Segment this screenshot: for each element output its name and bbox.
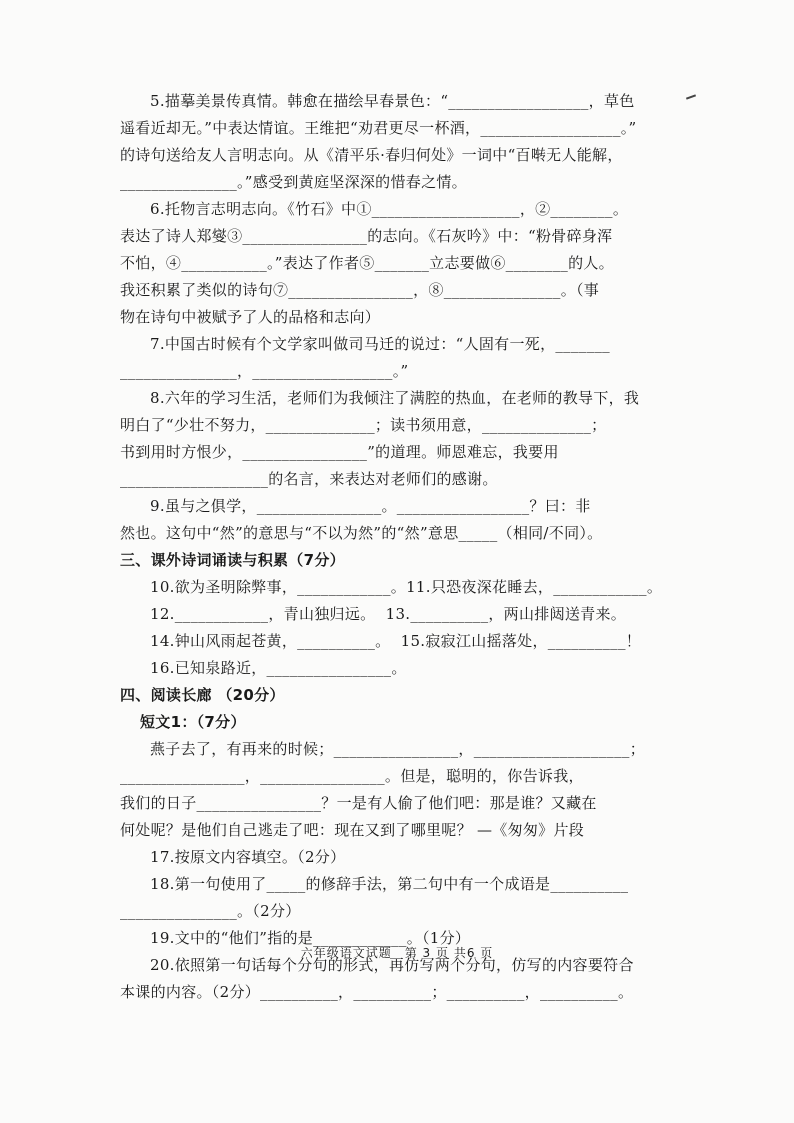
q16-row <box>120 655 680 682</box>
q6-line-4: 我还积累了类似的诗句⑦________________，⑧_______________。（事 <box>120 281 600 299</box>
q14: 14.钟山风雨起苍黄，__________。 <box>150 632 391 650</box>
q12-q13-row <box>120 601 680 628</box>
q5-line-3: 的诗句送给友人言明志向。从《清平乐·春归何处》一词中“百啭无人能解， <box>120 146 623 164</box>
exam-content <box>120 88 680 1006</box>
q13: 13.__________，两山排闼送青来。 <box>385 605 627 623</box>
q8-line-4: ___________________的名言，来表达对老师们的感谢。 <box>120 470 498 488</box>
passage-line-2: ________________，________________。但是，聪明的，你告诉我， <box>120 767 584 785</box>
q6-line-1: 6.托物言志明志向。《竹石》中①___________________，②________。 <box>150 200 629 218</box>
q11: 11.只恐夜深花睡去，____________。 <box>406 578 663 596</box>
q6-line-2: 表达了诗人郑燮③________________的志向。《石灰吟》中：“粉骨碎身浑 <box>120 227 613 245</box>
q7-line-1: 7.中国古时候有个文学家叫做司马迁的说过：“人固有一死，_______ <box>150 335 610 353</box>
passage-1-title: 短文1：（7分） <box>140 713 246 731</box>
q7-line-2: _______________，__________________。” <box>120 362 409 380</box>
page-footer: 六年级语文试题 第 3 页 共6 页 <box>300 946 494 960</box>
q17: 17.按原文内容填空。（2分） <box>150 848 346 866</box>
q14-q15-row <box>120 628 680 655</box>
q16: 16.已知泉路近，________________。 <box>150 659 407 677</box>
q20-line-2: 本课的内容。（2分）__________，__________；__________，__________。 <box>120 983 634 1001</box>
passage-line-4: 何处呢？是他们自己逃走了吧：现在又到了哪里呢？ —《匆匆》片段 <box>120 821 585 839</box>
passage-line-3: 我们的日子________________？一是有人偷了他们吧：那是谁？又藏在 <box>120 794 597 812</box>
q18-line-1: 18.第一句使用了_____的修辞手法，第二句中有一个成语是__________ <box>150 875 629 893</box>
q9-line-1: 9.虽与之俱学，________________。_________________？曰：非 <box>150 497 591 515</box>
q6-line-5: 物在诗句中被赋予了人的品格和志向） <box>120 308 381 326</box>
q18-line-2: _______________。（2分） <box>120 902 301 920</box>
q10-q11-row <box>120 574 680 601</box>
q5-line-2: 遥看近却无。”中表达情谊。王维把“劝君更尽一杯酒，__________________。” <box>120 119 637 137</box>
q8-line-1: 8.六年的学习生活，老师们为我倾注了满腔的热血，在老师的教导下，我 <box>150 389 640 407</box>
pen-mark <box>686 94 696 99</box>
q8-line-3: 书到用时方恨少，________________”的道理。师恩难忘，我要用 <box>120 443 559 461</box>
q20-line-1: 20.依照第一句话每个分句的形式，再仿写两个分句，仿写的内容要符合 <box>150 956 634 974</box>
q5-line-4: _______________。”感受到黄庭坚深深的惜春之情。 <box>120 173 467 191</box>
q6-line-3: 不怕，④___________。”表达了作者⑤_______立志要做⑥________的人。 <box>120 254 614 272</box>
q12: 12.____________，青山独归远。 <box>150 605 376 623</box>
q8-line-2: 明白了“少壮不努力，______________；读书须用意，______________； <box>120 416 607 434</box>
section-3-title: 三、课外诗词诵读与积累（7分） <box>120 551 345 569</box>
q9-line-2: 然也。这句中“然”的意思与“不以为然”的“然”意思_____（相同/不同）。 <box>120 524 603 542</box>
section-4-title: 四、阅读长廊 （20分） <box>120 686 285 704</box>
q15: 15.寂寂江山摇落处，__________！ <box>400 632 642 650</box>
passage-line-1: 燕子去了，有再来的时候；________________，____________________； <box>150 740 646 758</box>
q19: 19.文中的“他们”指的是____________。（1分） <box>150 929 471 947</box>
q5-line-1: 5.描摹美景传真情。韩愈在描绘早春景色：“__________________，草色 <box>150 92 635 110</box>
q10: 10.欲为圣明除弊事，____________。 <box>150 578 407 596</box>
